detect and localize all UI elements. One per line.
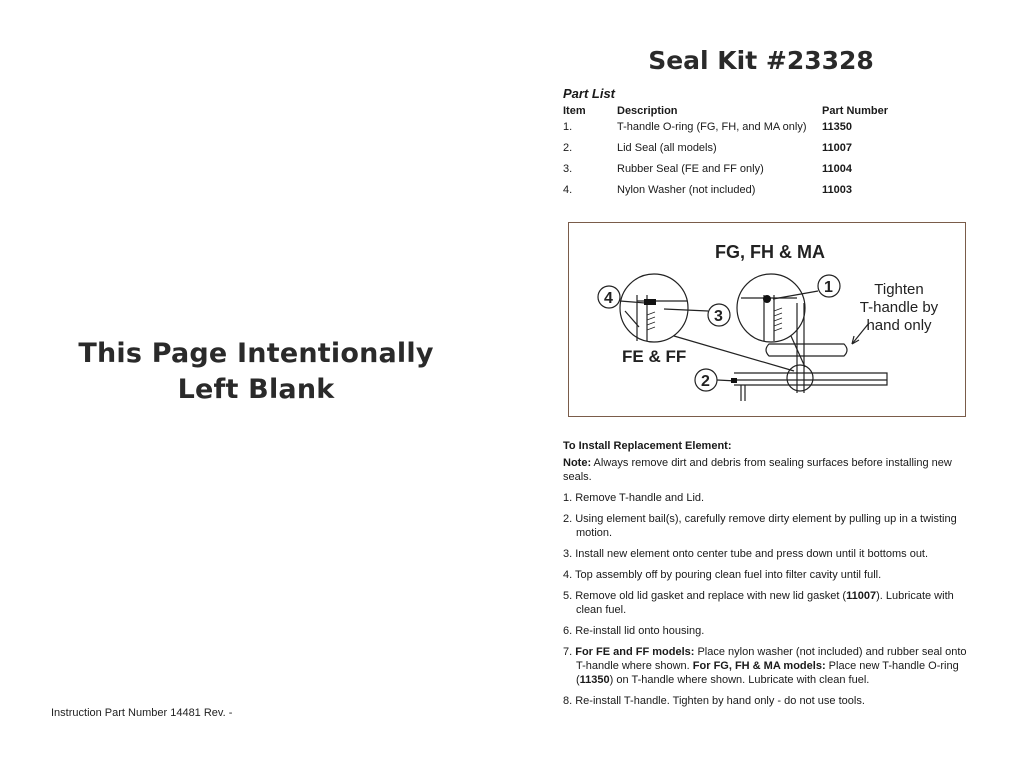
callout-4: 4	[604, 290, 613, 307]
row-item: 1.	[563, 121, 573, 133]
note-label: Note:	[563, 457, 592, 469]
install-step-1: 1. Remove T-handle and Lid.	[563, 492, 705, 504]
lid-seal-detail-circle	[787, 365, 813, 391]
blank-page-notice	[60, 336, 452, 408]
install-step-7	[563, 645, 973, 687]
install-step-2: 2. Using element bail(s), carefully remove dirty element by pulling up in a twisting motion.	[563, 513, 957, 539]
row-item: 3.	[563, 163, 573, 175]
tighten-note-line2: T-handle by	[859, 299, 939, 316]
column-header-description: Description	[617, 105, 678, 117]
step7-end-text: ) on T-handle where shown. Lubricate with clean fuel.	[609, 674, 870, 686]
label-fg-fh-ma: FG, FH & MA	[715, 242, 825, 262]
callout-3: 3	[714, 308, 723, 325]
install-heading: To Install Replacement Element:	[563, 440, 732, 452]
table-row	[563, 184, 912, 205]
table-row	[563, 163, 912, 184]
o-ring-marker	[763, 295, 771, 303]
step5-text-a: 5. Remove old lid gasket and replace with new lid gasket (	[563, 590, 847, 602]
row-part-number: 11004	[822, 163, 852, 175]
lid-seal-marker	[731, 378, 737, 383]
lid	[734, 373, 887, 385]
tighten-note-line1: Tighten	[874, 281, 924, 298]
row-description: Lid Seal (all models)	[617, 142, 717, 154]
part-list-table	[563, 105, 912, 205]
row-description: Nylon Washer (not included)	[617, 184, 756, 196]
install-instructions	[563, 439, 973, 715]
column-header-item: Item	[563, 105, 586, 117]
install-step-5	[563, 589, 973, 617]
row-item: 4.	[563, 184, 573, 196]
seal-diagram	[568, 222, 966, 417]
label-fe-ff: FE & FF	[622, 347, 687, 366]
leader-line-right	[791, 336, 805, 367]
step7-fe-ff-label: For FE and FF models:	[575, 646, 695, 658]
install-step-4: 4. Top assembly off by pouring clean fuel into filter cavity until full.	[563, 569, 882, 581]
install-note	[563, 456, 973, 484]
step7-number: 7.	[563, 646, 576, 658]
instruction-part-number: Instruction Part Number 14481 Rev. -	[51, 707, 233, 719]
step5-part-number: 11007	[846, 590, 877, 602]
step5-text-c: ). Lubricate with clean fuel.	[576, 590, 954, 616]
callout-2: 2	[701, 373, 710, 390]
install-step-6: 6. Re-install lid onto housing.	[563, 625, 705, 637]
blank-notice-line2: Left Blank	[177, 374, 335, 405]
part-list-heading: Part List	[563, 86, 616, 101]
t-handle-bar	[766, 344, 847, 356]
callout-1: 1	[824, 279, 833, 296]
install-step-8: 8. Re-install T-handle. Tighten by hand only - do not use tools.	[563, 695, 865, 707]
callout-3-leader	[664, 309, 708, 311]
table-row	[563, 142, 912, 163]
row-part-number: 11350	[822, 121, 852, 133]
note-text: Always remove dirt and debris from sealing surfaces before installing new seals.	[563, 457, 952, 483]
row-description: T-handle O-ring (FG, FH, and MA only)	[617, 121, 807, 133]
fe-ff-detail-circle	[620, 274, 688, 342]
seal-diagram-drawing	[569, 223, 965, 416]
row-part-number: 11007	[822, 142, 852, 154]
nylon-washer-marker	[644, 299, 656, 305]
table-row	[563, 121, 912, 142]
page-title: Seal Kit #23328	[648, 46, 874, 75]
step7-part-number: 11350	[579, 674, 610, 686]
tighten-note-line3: hand only	[866, 317, 932, 334]
step7-fg-text: Place new T-handle O-ring (	[576, 660, 959, 686]
column-header-part-number: Part Number	[822, 105, 889, 117]
blank-notice-line1: This Page Intentionally	[78, 338, 434, 369]
table-header-row	[563, 105, 912, 121]
install-step-3: 3. Install new element onto center tube and press down until it bottoms out.	[563, 548, 929, 560]
row-part-number: 11003	[822, 184, 852, 196]
row-item: 2.	[563, 142, 573, 154]
row-description: Rubber Seal (FE and FF only)	[617, 163, 764, 175]
fg-detail-circle	[737, 274, 805, 342]
step7-fe-ff-text: Place nylon washer (not included) and rubber seal onto T-handle where shown.	[576, 646, 967, 672]
step7-fg-label: For FG, FH & MA models:	[692, 660, 826, 672]
